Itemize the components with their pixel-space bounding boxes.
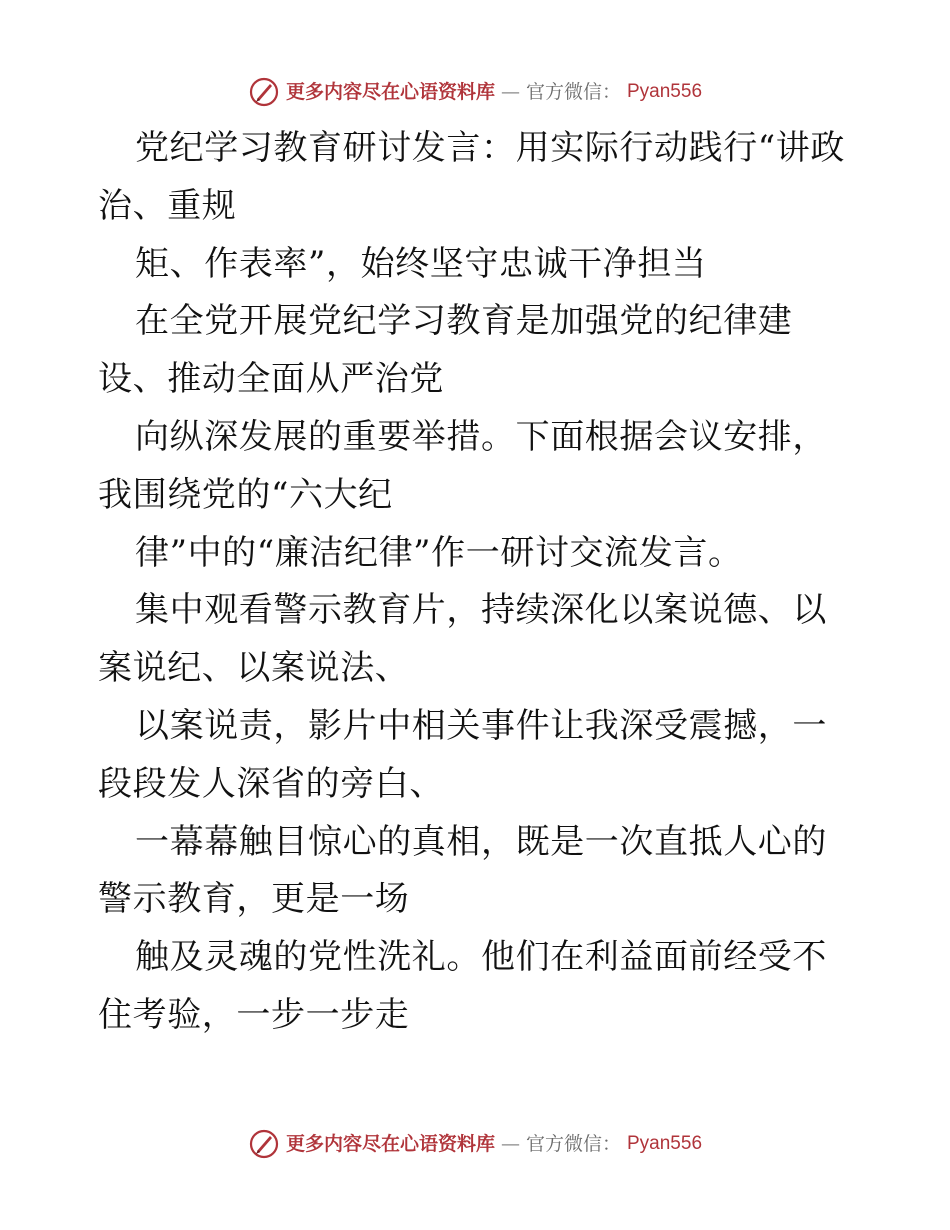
paragraph: 在全党开展党纪学习教育是加强党的纪律建设、推动全面从严治党: [98, 301, 793, 400]
watermark-main-text: 更多内容尽在心语资料库: [285, 81, 495, 103]
watermark-wechat-id: Pyan556: [627, 81, 703, 102]
paragraph: 律”中的“廉洁纪律”作一研讨交流发言。: [135, 532, 743, 573]
paragraph: 以案说责，影片中相关事件让我深受震撼，一段段发人深省的旁白、: [98, 705, 827, 804]
paragraph: 集中观看警示教育片，持续深化以案说德、以案说纪、以案说法、: [98, 590, 827, 689]
footer-watermark: [0, 1128, 950, 1160]
watermark-sub-text: 官方微信：: [525, 81, 621, 103]
paragraph: 一幕幕触目惊心的真相，既是一次直抵人心的警示教育，更是一场: [98, 821, 827, 920]
paragraph: 向纵深发展的重要举措。下面根据会议安排，我围绕党的“六大纪: [98, 416, 827, 515]
paragraph: 触及灵魂的党性洗礼。他们在利益面前经受不住考验，一步一步走: [98, 937, 827, 1035]
watermark-sub-text: 官方微信：: [525, 1133, 621, 1155]
watermark-separator: —: [500, 81, 520, 103]
paragraph: 党纪学习教育研讨发言：用实际行动践行“讲政治、重规: [98, 128, 845, 226]
watermark-wechat-id: Pyan556: [627, 1133, 703, 1154]
header-watermark: [0, 76, 950, 108]
paragraph: 矩、作表率”，始终坚守忠诚干净担当: [135, 243, 707, 284]
quill-logo-icon: [248, 1128, 280, 1160]
document-body: [98, 120, 854, 1045]
watermark-main-text: 更多内容尽在心语资料库: [285, 1133, 495, 1155]
quill-logo-icon: [248, 76, 280, 108]
watermark-separator: —: [500, 1133, 520, 1155]
